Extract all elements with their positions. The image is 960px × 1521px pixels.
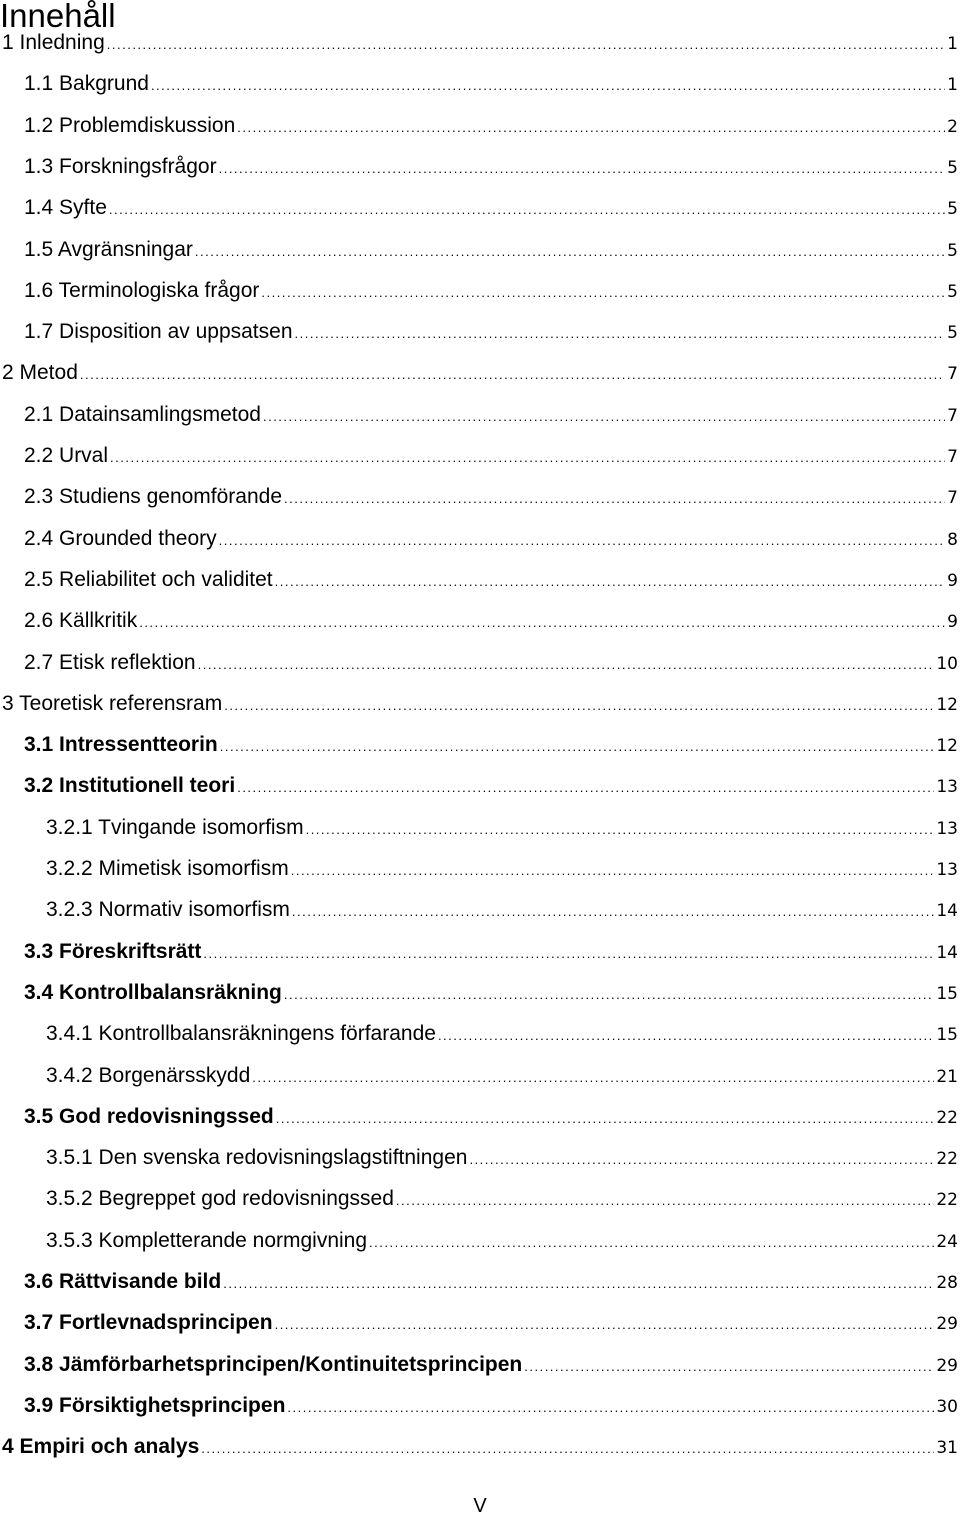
toc-entry-title: 2.7 Etisk reflektion	[24, 650, 196, 674]
toc-entry-page-number: 7	[947, 488, 958, 509]
toc-entry-title: 2.4 Grounded theory	[24, 526, 217, 550]
toc-leader-dots	[396, 1186, 934, 1216]
toc-entry[interactable]	[46, 1143, 958, 1173]
toc-entry-title: 3.8 Jämförbarhetsprincipen/Kontinuitetsprincipen	[24, 1352, 523, 1376]
toc-entry-title: 2.2 Urval	[24, 444, 109, 467]
toc-entry-title: 3.4 Kontrollbalansräkning	[24, 980, 282, 1004]
toc-entry[interactable]	[46, 854, 958, 884]
toc-entry-page-number: 1	[947, 75, 958, 96]
toc-entry-title: 3.1 Intressentteorin	[24, 733, 218, 757]
toc-entry-title: 3.4.1 Kontrollbalansräkningens förfarande	[46, 1022, 436, 1046]
toc-entry[interactable]	[2, 1432, 958, 1462]
toc-entry-title: 3.6 Rättvisande bild	[24, 1270, 222, 1293]
toc-entry-page-number: 5	[947, 240, 958, 261]
toc-leader-dots	[284, 484, 945, 514]
toc-entry[interactable]	[24, 441, 958, 471]
toc-entry-page-number: 5	[947, 157, 958, 178]
toc-entry-page-number: 15	[936, 1025, 958, 1046]
toc-entry-title: 3.5.2 Begreppet god redovisningssed	[46, 1187, 394, 1211]
toc-entry[interactable]	[24, 111, 958, 141]
toc-entry-page-number: 15	[936, 983, 958, 1004]
toc-entry[interactable]	[24, 978, 958, 1008]
toc-entry-title: 3.9 Försiktighetsprincipen	[24, 1393, 286, 1417]
toc-entry[interactable]	[46, 1019, 958, 1049]
toc-entry-page-number: 13	[936, 860, 958, 880]
toc-entry[interactable]	[24, 1102, 958, 1132]
toc-entry[interactable]	[2, 28, 958, 58]
toc-entry[interactable]	[46, 1226, 958, 1256]
toc-entry-title: 1.6 Terminologiska frågor	[24, 278, 260, 302]
toc-entry-page-number: 7	[947, 447, 958, 467]
toc-entry-title: 1.4 Syfte	[24, 196, 107, 220]
toc-entry[interactable]	[46, 1184, 958, 1214]
toc-entry-title: 1.2 Problemdiskussion	[24, 113, 236, 137]
toc-entry-title: 1 Inledning	[2, 31, 105, 54]
toc-entry-page-number: 13	[936, 777, 958, 798]
toc-entry-title: 3.5 God redovisningssed	[24, 1104, 274, 1128]
toc-entry-page-number: 31	[936, 1438, 958, 1459]
toc-entry-page-number: 14	[936, 901, 958, 922]
toc-entry[interactable]	[46, 813, 958, 843]
toc-leader-dots	[292, 897, 934, 927]
toc-entry-page-number: 5	[947, 281, 958, 302]
toc-entry-page-number: 9	[947, 570, 958, 591]
toc-leader-dots	[237, 773, 934, 803]
toc-entry-title: 3.7 Fortlevnadsprincipen	[24, 1311, 273, 1335]
toc-entry-page-number: 13	[936, 818, 958, 839]
toc-entry-page-number: 9	[947, 612, 958, 633]
toc-entry-page-number: 22	[936, 1107, 958, 1128]
toc-entry-title: 3.5.1 Den svenska redovisningslagstiftningen	[46, 1146, 468, 1170]
toc-entry-page-number: 5	[947, 199, 958, 220]
toc-entry-title: 2.5 Reliabilitet och validitet	[24, 567, 273, 591]
toc-leader-dots	[524, 1352, 934, 1382]
toc-entry-page-number: 10	[936, 653, 958, 674]
toc-entry[interactable]	[24, 1308, 958, 1338]
toc-entry[interactable]	[24, 235, 958, 265]
toc-entry-page-number: 7	[947, 405, 958, 426]
toc-entry[interactable]	[24, 1267, 958, 1297]
toc-leader-dots	[263, 402, 945, 432]
toc-entry[interactable]	[24, 524, 958, 554]
toc-leader-dots	[469, 1145, 934, 1175]
toc-entry[interactable]	[46, 1061, 958, 1091]
toc-leader-dots	[219, 526, 946, 556]
toc-leader-dots	[261, 278, 945, 308]
toc-entry[interactable]	[24, 937, 958, 967]
toc-leader-dots	[291, 856, 935, 886]
toc-entry-page-number: 7	[947, 364, 958, 385]
toc-entry-page-number: 12	[936, 736, 958, 757]
page-number: V	[473, 1495, 487, 1517]
toc-entry-page-number: 2	[947, 116, 958, 137]
toc-entry-title: 3.4.2 Borgenärsskydd	[46, 1063, 251, 1087]
toc-entry-title: 3.2 Institutionell teori	[24, 774, 236, 798]
page-title: Innehåll	[0, 0, 116, 34]
toc-leader-dots	[223, 1269, 934, 1299]
toc-leader-dots	[275, 1310, 935, 1340]
toc-entry[interactable]	[24, 69, 958, 99]
toc-leader-dots	[276, 1104, 935, 1134]
toc-entry-page-number: 30	[936, 1396, 958, 1417]
toc-entry[interactable]	[24, 1391, 958, 1421]
toc-leader-dots	[139, 608, 945, 638]
toc-entry-page-number: 5	[947, 323, 958, 344]
toc-entry[interactable]	[24, 317, 958, 347]
toc-entry-title: 1.3 Forskningsfrågor	[24, 154, 217, 178]
toc-entry[interactable]	[24, 400, 958, 430]
toc-entry-page-number: 24	[936, 1231, 958, 1252]
toc-entry-title: 4 Empiri och analys	[2, 1435, 200, 1459]
toc-leader-dots	[284, 980, 934, 1010]
toc-leader-dots	[80, 360, 945, 390]
toc-entry-page-number: 21	[936, 1066, 958, 1087]
toc-entry[interactable]	[2, 689, 958, 719]
toc-leader-dots	[195, 237, 945, 267]
toc-leader-dots	[110, 443, 945, 473]
toc-entry-title: 3.3 Föreskriftsrätt	[24, 939, 202, 963]
toc-entry[interactable]	[46, 895, 958, 925]
toc-leader-dots	[252, 1063, 934, 1093]
toc-entry-title: 2 Metod	[2, 361, 78, 385]
toc-entry-title: 2.3 Studiens genomförande	[24, 485, 283, 509]
toc-leader-dots	[438, 1021, 934, 1051]
toc-entry-title: 2.6 Källkritik	[24, 609, 138, 633]
toc-leader-dots	[220, 732, 935, 762]
toc-leader-dots	[287, 1393, 934, 1423]
toc-leader-dots	[107, 30, 945, 60]
toc-entry-page-number: 22	[936, 1190, 958, 1211]
toc-entry[interactable]	[24, 276, 958, 306]
toc-entry[interactable]	[24, 606, 958, 636]
toc-entry[interactable]	[24, 152, 958, 182]
toc-entry-title: 3.2.2 Mimetisk isomorfism	[46, 857, 289, 880]
toc-entry-title: 3.2.1 Tvingande isomorfism	[46, 815, 304, 839]
toc-entry-title: 1.7 Disposition av uppsatsen	[24, 320, 293, 344]
toc-entry[interactable]	[2, 358, 958, 388]
toc-leader-dots	[275, 567, 946, 597]
toc-entry-title: 3 Teoretisk referensram	[2, 691, 223, 715]
toc-entry-title: 1.5 Avgränsningar	[24, 237, 193, 261]
toc-entry[interactable]	[24, 648, 958, 678]
toc-leader-dots	[306, 815, 935, 845]
toc-entry-page-number: 8	[947, 529, 958, 550]
toc-entry[interactable]	[24, 565, 958, 595]
toc-leader-dots	[203, 939, 934, 969]
toc-entry[interactable]	[24, 482, 958, 512]
toc-leader-dots	[369, 1228, 934, 1258]
toc-leader-dots	[219, 154, 946, 184]
toc-entry[interactable]	[24, 730, 958, 760]
toc-entry-title: 3.5.3 Kompletterande normgivning	[46, 1228, 368, 1252]
toc-entry-page-number: 29	[936, 1355, 958, 1376]
toc-entry-title: 3.2.3 Normativ isomorfism	[46, 898, 290, 922]
toc-leader-dots	[109, 195, 945, 225]
toc-entry-page-number: 12	[936, 694, 958, 715]
toc-entry-page-number: 29	[936, 1314, 958, 1335]
toc-leader-dots	[198, 650, 935, 680]
toc-leader-dots	[237, 113, 945, 143]
toc-leader-dots	[201, 1434, 934, 1464]
toc-entry-page-number: 22	[936, 1149, 958, 1170]
toc-entry-page-number: 14	[936, 942, 958, 963]
toc-leader-dots	[224, 691, 934, 721]
toc-leader-dots	[295, 319, 946, 349]
toc-entry[interactable]	[24, 771, 958, 801]
toc-leader-dots	[151, 71, 945, 101]
toc-entry-page-number: 28	[936, 1273, 958, 1293]
toc-entry-title: 2.1 Datainsamlingsmetod	[24, 402, 261, 426]
toc-entry[interactable]	[24, 1350, 958, 1380]
toc-entry-page-number: 1	[947, 34, 958, 54]
toc-entry[interactable]	[24, 193, 958, 223]
toc-entry-title: 1.1 Bakgrund	[24, 72, 149, 96]
